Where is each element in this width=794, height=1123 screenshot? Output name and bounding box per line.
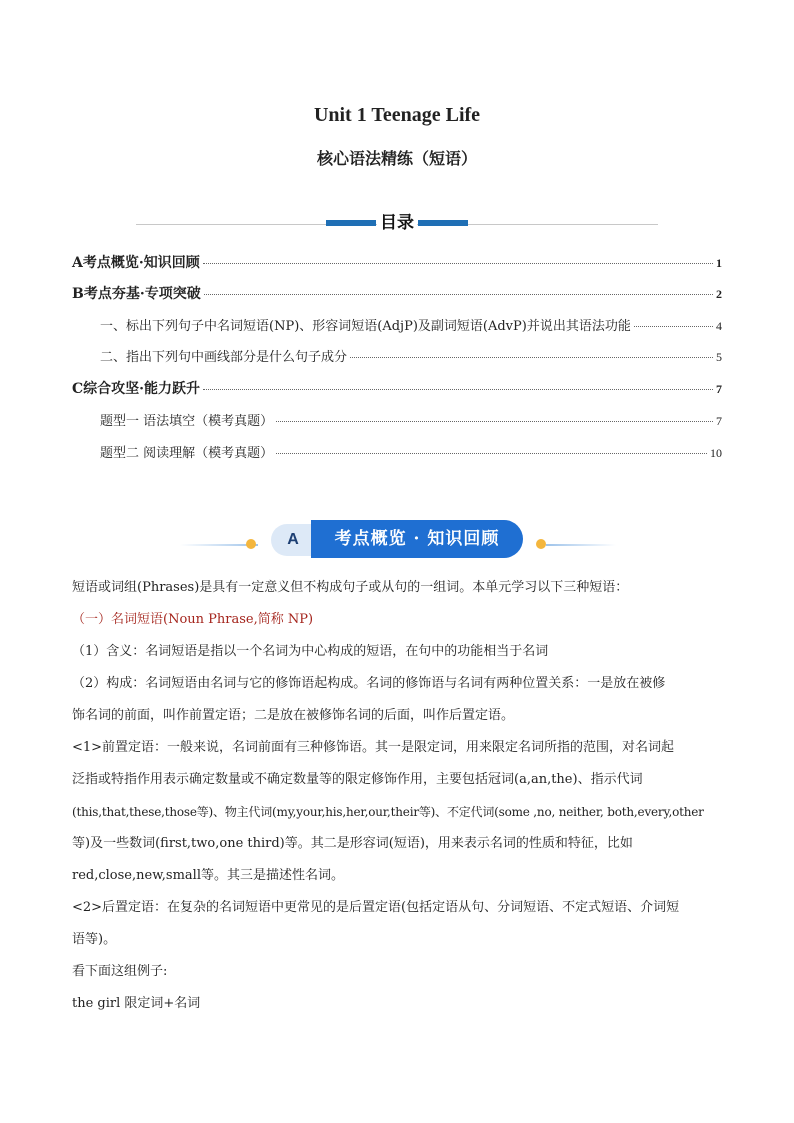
postmodifier-line1: <2>后置定语：在复杂的名词短语中更常见的是后置定语(包括定语从句、分词短语、不定式短语、介词短 — [72, 900, 680, 915]
toc-item-b2[interactable]: 二、指出下列句中画线部分是什么句子成分 5 — [100, 350, 722, 365]
premodifier-line4: 等)及一些数词(first,two,one third)等。其二是形容词(短语)，用来表示名词的性质和特征，比如 — [72, 836, 633, 851]
example-intro: 看下面这组例子: — [72, 964, 168, 979]
toc-item-c1[interactable]: 题型一 语法填空（模考真题） 7 — [100, 414, 722, 429]
premodifier-line5: red,close,new,small等。其三是描述性名词。 — [72, 868, 344, 883]
section-a-title: 考点概览 · 知识回顾 — [311, 520, 523, 558]
document-subtitle: 核心语法精练（短语） — [316, 149, 477, 168]
premodifier-line1: <1>前置定语：一般来说，名词前面有三种修饰语。其一是限定词，用来限定名词所指的范围，对名词起 — [72, 740, 675, 755]
intro-paragraph: 短语或词组(Phrases)是具有一定意义但不构成句子或从句的一组词。本单元学习以下三种短语： — [72, 580, 629, 595]
toc-item-c2[interactable]: 题型二 阅读理解（模考真题） 10 — [100, 446, 722, 461]
banner-dot-left — [246, 539, 256, 549]
toc-bar-right — [418, 220, 468, 226]
example-line: the girl 限定词+名词 — [72, 996, 201, 1011]
document-title: Unit 1 Teenage Life — [313, 104, 481, 126]
np-heading: （一）名词短语(Noun Phrase,简称 NP) — [72, 612, 314, 627]
np-definition: （1）含义：名词短语是指以一个名词为中心构成的短语，在句中的功能相当于名词 — [72, 644, 549, 659]
banner-line-right — [546, 544, 616, 546]
toc-item-c[interactable]: C综合攻坚·能力跃升 7 — [72, 381, 722, 397]
toc-item-b[interactable]: B考点夯基·专项突破 2 — [72, 286, 722, 302]
postmodifier-line2: 语等)。 — [72, 932, 117, 947]
np-structure-line2: 饰名词的前面，叫作前置定语；二是放在被修饰名词的后面，叫作后置定语。 — [72, 708, 515, 723]
premodifier-line3: (this,that,these,those等)、物主代词(my,your,his,her,our,their等)、不定代词(some ,no, neither, both,every,other — [72, 805, 704, 819]
premodifier-line2: 泛指或特指作用表示确定数量或不确定数量等的限定修饰作用，主要包括冠词(a,an,the)、指示代词 — [72, 772, 643, 787]
toc-item-a[interactable]: A考点概览·知识回顾 1 — [72, 255, 722, 271]
toc-bar-left — [326, 220, 376, 226]
section-a-letter: A — [271, 524, 315, 556]
np-structure-line1: （2）构成：名词短语由名词与它的修饰语起构成。名词的修饰语与名词有两种位置关系：一是放在被修 — [72, 676, 666, 691]
toc-item-b1[interactable]: 一、标出下列句子中名词短语(NP)、形容词短语(AdjP)及副词短语(AdvP)并说出其语法功能 4 — [100, 319, 722, 334]
toc-heading: 目录 — [377, 208, 417, 233]
banner-dot-right — [536, 539, 546, 549]
